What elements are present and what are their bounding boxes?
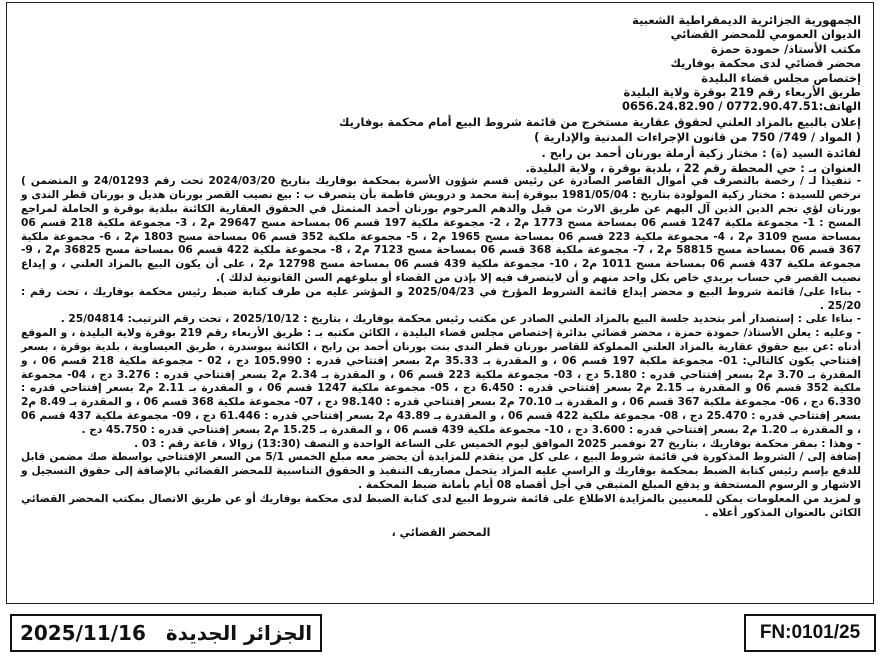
newspaper-name: الجزائر الجديدة (165, 621, 313, 645)
body-paragraph: - وهذا : بمقر محكمة بوفاريك ، بتاريخ 27 نوفمبر 2025 الموافق ليوم الخميس على الساعة الواحدة و النصف (13:30) زوالا ، قاعة رقم : 03 . (134, 437, 861, 450)
header-line: محضر قضائي لدى محكمة بوفاريك (670, 56, 861, 71)
body-paragraph: - بناءا على : إستصدار أمر بتحديد جلسة البيع بالمزاد العلني الصادر عن مكتب رئيس محكمة بوفاريك ، بتاريخ : 2025/10/12 ، تحت رقم الترتيب: 25/04814 . (60, 313, 861, 326)
notice-header (21, 13, 861, 114)
header-line: الديوان العمومي للمحضر القضائي (670, 27, 861, 42)
body-paragraph: إضافة إلى / الشروط المذكورة في قائمة شروط البيع ، على كل من يتقدم للمزايدة أن يحضر معه مبلغ الخمس 5/1 من السعر الإفتتاحي بواسطة صك مضمن قابل للدفع بإسم رئيس كتابة الضبط بمحكمة بوفاريك و الراسي عليه المزاد يتحمل مصاريف التنفيذ و الحقوق التناسبية للمحضر القضائي بالإضافة إلى حقوق التسجيل و الاشهار و الرسوم المستحقة و يدفع المبلغ المتبقي في أجل أقصاه 08 أيام بأمانة ضبط المحكمة . (21, 451, 861, 491)
header-line: الهاتف:0772.90.47.51 / 0656.24.82.90 (622, 99, 861, 114)
beneficiary: لفائدة السيد (ة) : مختار زكية أرملة بورنان أحمد بن رابح . (541, 145, 861, 160)
reference-number: FN:0101/25 (759, 622, 861, 643)
header-line: الجمهورية الجزائرية الديمقراطية الشعبية (632, 13, 861, 27)
reference-box (744, 614, 876, 652)
signature: المحضر القضائي ، (391, 526, 491, 540)
publication-box (10, 614, 322, 652)
header-line: مكتب الأستاذ/ حمودة حمزة (710, 41, 861, 56)
beneficiary-address: العنوان بـ : حي المحطة رقم 22 ، بلدية بوقرة ، ولاية البليدة. (525, 161, 861, 176)
notice-body (21, 175, 861, 520)
header-line: طريق الأربعاء رقم 219 بوقرة ولاية البليدة (623, 85, 861, 100)
body-paragraph: و لمزيد من المعلومات يمكن للمعنيين بالمزايدة الاطلاع على قائمة شروط البيع لدى كتابة الضبط لدى محكمة بوفاريك أو عن طريق الاتصال بمكتب المحضر القضائي الكائن بالعنوان المذكور أعلاه . (21, 492, 861, 519)
body-paragraph: - تنفيذا لـ / رخصة بالتصرف في أموال القاصر الصادرة عن رئيس قسم شؤون الأسرة بمحكمة بوفاريك بتاريخ 2024/03/20 تحت رقم 24/01293 و المتضمن ) نرخص للسيدة : مختار زكية المولودة بتاريخ : 1981/05/04 ببوقرة إبنة محمد و درويش فاطمة بأن يتصرف ب : بيع نصيب القصر بورنان هديل و بورنان قطر الندى و بورنان لؤي نجم الدين الذين آل اليهم عن طريق الارث من قبل والدهم المرحوم بورنان أحمد المتمثل في الحقوق العقارية الكائنة ببلدية بوقرة و الحاملة لمراجع المسح : 1- مجموعة ملكية 1247 قسم 06 بمساحة مسح 1773 م2 ، 2- مجموعة ملكية 197 قسم 06 بمساحة مسح 29647 م2 ، 3- مجموعة ملكية 218 قسم 06 بمساحة مسح 3109 م2 ، 4- مجموعة ملكية 223 قسم 06 بمساحة مسح 1965 م2 ، 5- مجموعة ملكية 352 قسم 06 بمساحة مسح 1803 م2 ، 6- مجموعة ملكية 367 قسم 06 بمساحة مسح 58815 م2 ، 7- مجموعة ملكية 368 قسم 06 بمساحة مسح 7123 م2 ، 8- مجموعة ملكية 422 قسم 06 بمساحة مسح 36825 م2 ، 9- مجموعة ملكية 437 قسم 06 بمساحة مسح 1011 م2 ، 10- مجموعة ملكية 439 قسم 06 بمساحة مسح 12798 م2 ، على أن يكون البيع بالمزاد العلني ، و إيداع نصيب القصر في حساب بريدي خاص بكل واحد منهم و أن لايتصرف فيه إلا بإذن من القضاء أو ببلوغهم السن القانونية لذلك ). (21, 175, 862, 285)
body-paragraph: - وعليه : يعلن الأستاذ/ حمودة حمزة ، محضر قضائي بدائرة إختصاص مجلس قضاء البليدة ، الكائن مكتبه بـ : طريق الأربعاء رقم 219 بوقرة ولاية البليدة ، و الموقع أدناه :عن بيع حقوق عقارية بالمزاد العلني المملوكة للقاصر بورنان قطر الندى بنت بورنان أحمد بن رابح ، الكائنة ببوسدرة ، طريق العيساوية ، بلدية بوقرة ، بسعر إفتتاحي يكون كالتالي: 01- مجموعة ملكية 197 قسم 06 ، و المقدرة بـ 35.33 م2 بسعر إفتتاحي قدره : 105.990 دج ، 02 - مجموعة ملكية 218 قسم 06 ، و المقدرة بـ 3.70 م2 بسعر إفتتاحي قدره : 5.180 دج ، 03- مجموعة ملكية 223 قسم 06 ، و المقدرة بـ 2.34 م2 بسعر إفتتاحي قدره : 3.276 دج ، 04- مجموعة ملكية 352 قسم 06 و المقدرة بـ 2.15 م2 بسعر إفتتاحي قدره : 6.450 دج ، 05- مجموعة ملكية 1247 قسم 06 ، و المقدرة بـ 2.11 م2 بسعر إفتتاحي قدره : 6.330 دج ، 06- مجموعة ملكية 367 قسم 06 ، و المقدرة بـ 70.10 م2 بسعر إفتتاحي قدره : 98.140 دج ، 07- مجموعة ملكية 368 قسم 06 ، و المقدرة بـ 8.49 م2 بسعر إفتتاحي قدره : 25.470 دج ، 08- مجموعة ملكية 422 قسم 06 ، و المقدرة بـ 43.89 م2 بسعر إفتتاحي قدره : 61.446 دج ، 09- مجموعة ملكية 437 قسم 06 ، و المقدرة بـ 1.20 م2 بسعر إفتتاحي قدره : 3.600 دج ، 10- مجموعة ملكية 439 قسم 06 ، و المقدرة بـ 15.25 م2 بسعر إفتتاحي قدره : 45.750 دج . (21, 327, 862, 436)
legal-articles: ( المواد / 749/ 750 من قانون الإجراءات المدنية والإدارية ) (534, 130, 861, 145)
legal-notice (6, 2, 874, 604)
publication-date: 2025/11/16 (19, 621, 146, 645)
header-line: إختصاص مجلس قضاء البليدة (701, 70, 861, 85)
body-paragraph: - بناءا على/ قائمة شروط البيع و محضر إيداع قائمة الشروط المؤرخ في 2025/04/23 و المؤشر عليه من طرف كتابة ضبط رئيس محكمة بوفاريك ، تحت رقم : 25/20 . (21, 285, 861, 312)
notice-title: إعلان بالبيع بالمزاد العلني لحقوق عقارية مستخرج من قائمة شروط البيع أمام محكمة بوفاريك (339, 114, 861, 129)
